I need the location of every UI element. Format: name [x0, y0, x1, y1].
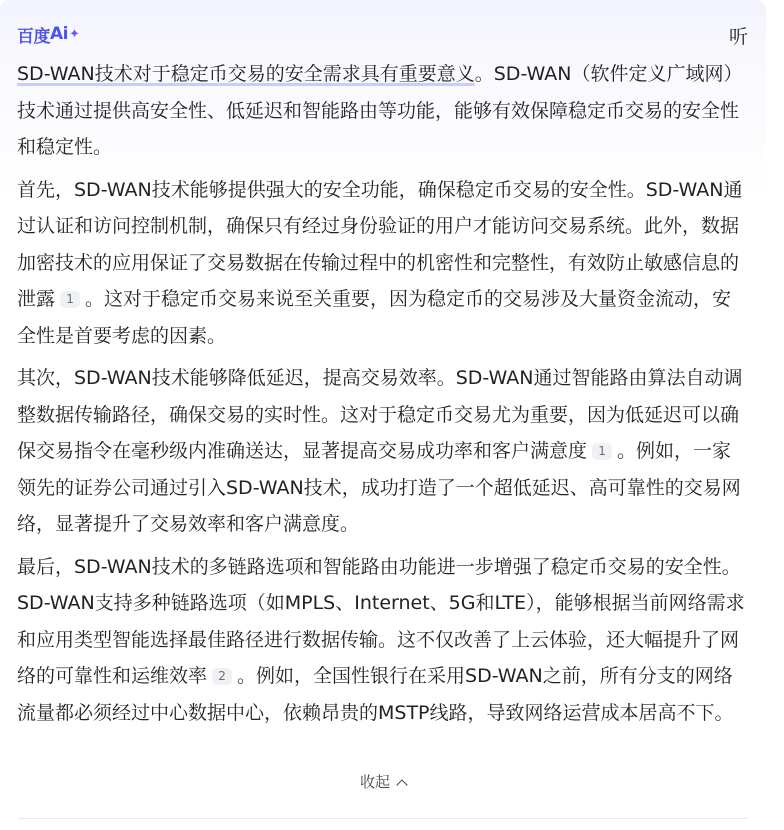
paragraph-text: 最后，SD-WAN技术的多链路选项和智能路由功能进一步增强了稳定币交易的安全性。SD-WAN支持多种链路选项（如MPLS、Internet、5G和LTE），能够根据当前网络需求和应用类型智能选择最佳路径进行数据传输。这不仅改善了上云体验，还大幅提升了网络的可靠性和运维效率: [17, 555, 745, 687]
citation-badge[interactable]: 1: [592, 443, 612, 460]
chevron-up-icon: [396, 779, 407, 790]
citation-badge[interactable]: 1: [60, 291, 80, 308]
sparkle-icon: ✦: [68, 26, 80, 42]
collapse-button[interactable]: [0, 771, 766, 792]
paragraph-text: 。例如，一家领先的证券公司通过引入SD-WAN技术，成功打造了一个超低延迟、高可靠性的交易网络，显著提升了交易效率和客户满意度。: [17, 440, 741, 535]
paragraph-2: [17, 172, 749, 355]
paragraph-text: 。例如，全国性银行在采用SD-WAN之前，所有分支的网络流量都必须经过中心数据中心，依赖昂贵的MSTP线路，导致网络运营成本居高不下。: [17, 665, 734, 724]
collapse-label: 收起: [359, 773, 390, 791]
brand-ai-text: Ai: [50, 24, 68, 44]
paragraph-3: [17, 360, 749, 543]
paragraph-text: 首先，SD-WAN技术能够提供强大的安全功能，确保稳定币交易的安全性。SD-WAN通过认证和访问控制机制，确保只有经过身份验证的用户才能访问交易系统。此外，数据加密技术的应用保证了交易数据在传输过程中的机密性和完整性，有效防止敏感信息的泄露: [17, 178, 743, 310]
paragraph-text: 。这对于稳定币交易来说至关重要，因为稳定币的交易涉及大量资金流动，安全性是首要考虑的因素。: [17, 288, 732, 347]
divider: [18, 818, 748, 819]
listen-button[interactable]: 听: [728, 26, 748, 48]
paragraph-4: [17, 549, 749, 732]
baidu-ai-logo: [17, 22, 79, 46]
paragraph-text: 其次，SD-WAN技术能够降低延迟，提高交易效率。SD-WAN通过智能路由算法自动调整数据传输路径，确保交易的实时性。这对于稳定币交易尤为重要，因为低延迟可以确保交易指令在毫秒级内准确送达，显著提高交易成功率和客户满意度: [17, 367, 743, 462]
paragraph-text: 。SD-WAN（软件定义广域网）技术通过提供高安全性、低延迟和智能路由等功能，能够有效保障稳定币交易的安全性和稳定性。: [17, 63, 743, 158]
brand-text: 百度: [17, 26, 50, 47]
highlighted-summary: SD-WAN技术对于稳定币交易的安全需求具有重要意义: [17, 63, 475, 85]
answer-content: [17, 56, 749, 737]
paragraph-1: [17, 56, 749, 166]
citation-badge[interactable]: 2: [212, 668, 232, 685]
